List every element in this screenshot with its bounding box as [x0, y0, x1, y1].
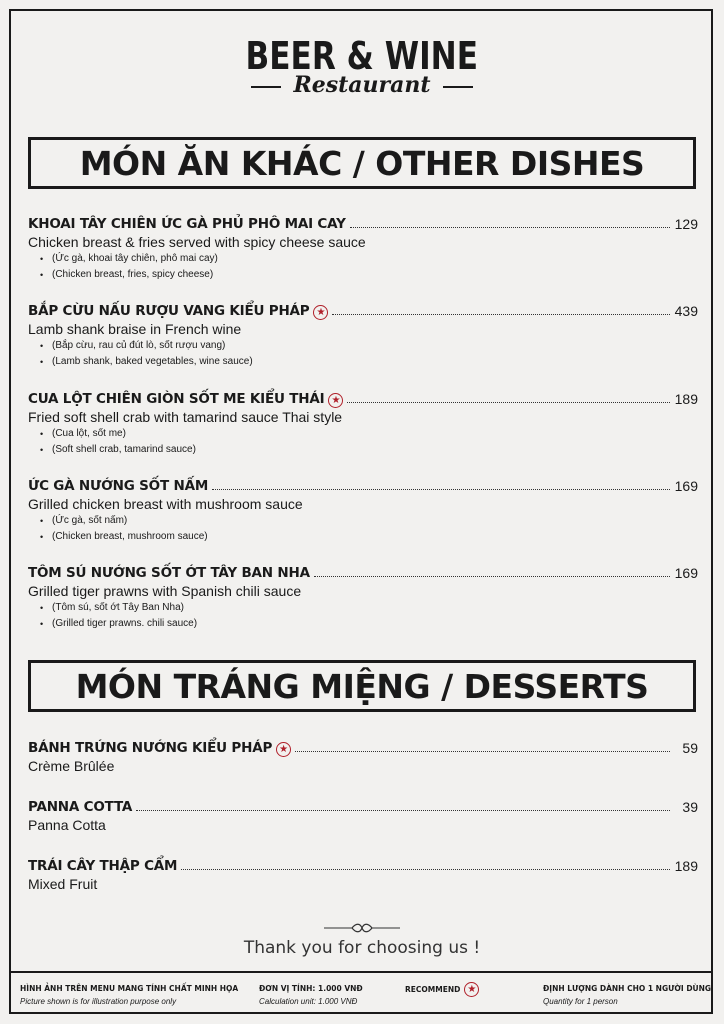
item-name: PANNA COTTA — [28, 799, 133, 815]
leader-dots — [212, 488, 670, 490]
note-en: • (Chicken breast, fries, spicy cheese) — [38, 267, 698, 283]
recommend-star-icon: ★ — [328, 393, 343, 408]
item-price: 189 — [674, 858, 698, 874]
leader-dots — [332, 313, 670, 315]
item-notes — [38, 600, 698, 632]
section-title-other-dishes: MÓN ĂN KHÁC / OTHER DISHES — [28, 137, 696, 189]
item-price: 169 — [674, 565, 698, 581]
item-price: 59 — [682, 740, 698, 756]
item-english-name: Fried soft shell crab with tamarind sauce Thai style — [28, 409, 343, 425]
logo-subtitle: Restaurant — [285, 74, 438, 96]
menu-item — [28, 301, 698, 370]
item-name: TRÁI CÂY THẬP CẨM — [28, 858, 178, 874]
note-vi: • (Tôm sú, sốt ớt Tây Ban Nha) — [38, 600, 698, 616]
divider-ornament-icon — [322, 922, 402, 934]
menu-item — [28, 476, 698, 545]
section-title-desserts: MÓN TRÁNG MIỆNG / DESSERTS — [28, 660, 696, 712]
leader-dots — [295, 750, 670, 752]
footer-illustration-note — [20, 982, 238, 1008]
item-english-name: Grilled chicken breast with mushroom sauce — [28, 496, 303, 512]
item-price: 439 — [674, 303, 698, 319]
item-name: ỨC GÀ NƯỚNG SỐT NẤM — [28, 478, 209, 494]
item-price: 129 — [674, 216, 698, 232]
item-english-name: Lamb shank braise in French wine — [28, 321, 242, 337]
footer-quantity-en: Quantity for 1 person — [543, 997, 618, 1006]
leader-dots — [347, 401, 670, 403]
item-name: CUA LỘT CHIÊN GIÒN SỐT ME KIỂU THÁI — [28, 391, 325, 407]
note-vi: • (Ức gà, khoai tây chiên, phô mai cay) — [38, 251, 698, 267]
item-notes — [38, 513, 698, 545]
menu-item — [28, 389, 698, 458]
menu-item — [28, 214, 698, 283]
item-notes — [38, 426, 698, 458]
item-english-name: Crème Brûlée — [28, 758, 115, 774]
note-vi: • (Ức gà, sốt nấm) — [38, 513, 698, 529]
leader-dots — [314, 575, 670, 577]
footer-recommend-legend — [405, 982, 479, 997]
logo-title: BEER & WINE — [245, 34, 479, 78]
menu-item — [28, 856, 698, 893]
note-vi: • (Bắp cừu, rau củ đút lò, sốt rượu vang) — [38, 338, 698, 354]
recommend-star-icon: ★ — [276, 742, 291, 757]
item-price: 169 — [674, 478, 698, 494]
footer-quantity-note — [543, 982, 711, 1008]
restaurant-logo — [0, 36, 724, 97]
item-price: 39 — [682, 799, 698, 815]
footer-illustration-vi: HÌNH ẢNH TRÊN MENU MANG TÍNH CHẤT MINH HỌA — [20, 984, 239, 993]
footer-unit-vi: ĐƠN VỊ TÍNH: 1.000 VNĐ — [259, 984, 363, 993]
note-en: • (Chicken breast, mushroom sauce) — [38, 529, 698, 545]
footer-illustration-en: Picture shown is for illustration purpose only — [20, 997, 177, 1006]
item-name: TÔM SÚ NƯỚNG SỐT ỚT TÂY BAN NHA — [28, 565, 310, 581]
note-vi: • (Cua lột, sốt me) — [38, 426, 698, 442]
thank-you-message: Thank you for choosing us ! — [243, 938, 481, 958]
menu-item — [28, 797, 698, 834]
item-name: KHOAI TÂY CHIÊN ỨC GÀ PHỦ PHÔ MAI CAY — [28, 216, 346, 232]
footer-divider — [9, 971, 713, 973]
note-en: • (Lamb shank, baked vegetables, wine sauce) — [38, 354, 698, 370]
footer-recommend-label: RECOMMEND — [405, 985, 461, 994]
item-english-name: Chicken breast & fries served with spicy cheese sauce — [28, 234, 366, 250]
note-en: • (Soft shell crab, tamarind sauce) — [38, 442, 698, 458]
recommend-star-icon: ★ — [464, 982, 479, 997]
footer-unit-note — [259, 982, 363, 1008]
item-notes — [38, 338, 698, 370]
item-english-name: Panna Cotta — [28, 817, 106, 833]
footer-quantity-vi: ĐỊNH LƯỢNG DÀNH CHO 1 NGƯỜI DÙNG — [543, 984, 712, 993]
menu-item — [28, 738, 698, 775]
footer-unit-en: Calculation unit: 1.000 VNĐ — [259, 997, 358, 1006]
leader-dots — [350, 226, 670, 228]
item-name: BẮP CỪU NẤU RƯỢU VANG KIỂU PHÁP — [28, 303, 310, 319]
item-notes — [38, 251, 698, 283]
recommend-star-icon: ★ — [313, 305, 328, 320]
item-name: BÁNH TRỨNG NƯỚNG KIỂU PHÁP — [28, 740, 273, 756]
menu-item — [28, 563, 698, 632]
item-price: 189 — [674, 391, 698, 407]
item-english-name: Grilled tiger prawns with Spanish chili sauce — [28, 583, 302, 599]
leader-dots — [136, 809, 670, 811]
item-english-name: Mixed Fruit — [28, 876, 98, 892]
note-en: • (Grilled tiger prawns. chili sauce) — [38, 616, 698, 632]
leader-dots — [181, 868, 670, 870]
